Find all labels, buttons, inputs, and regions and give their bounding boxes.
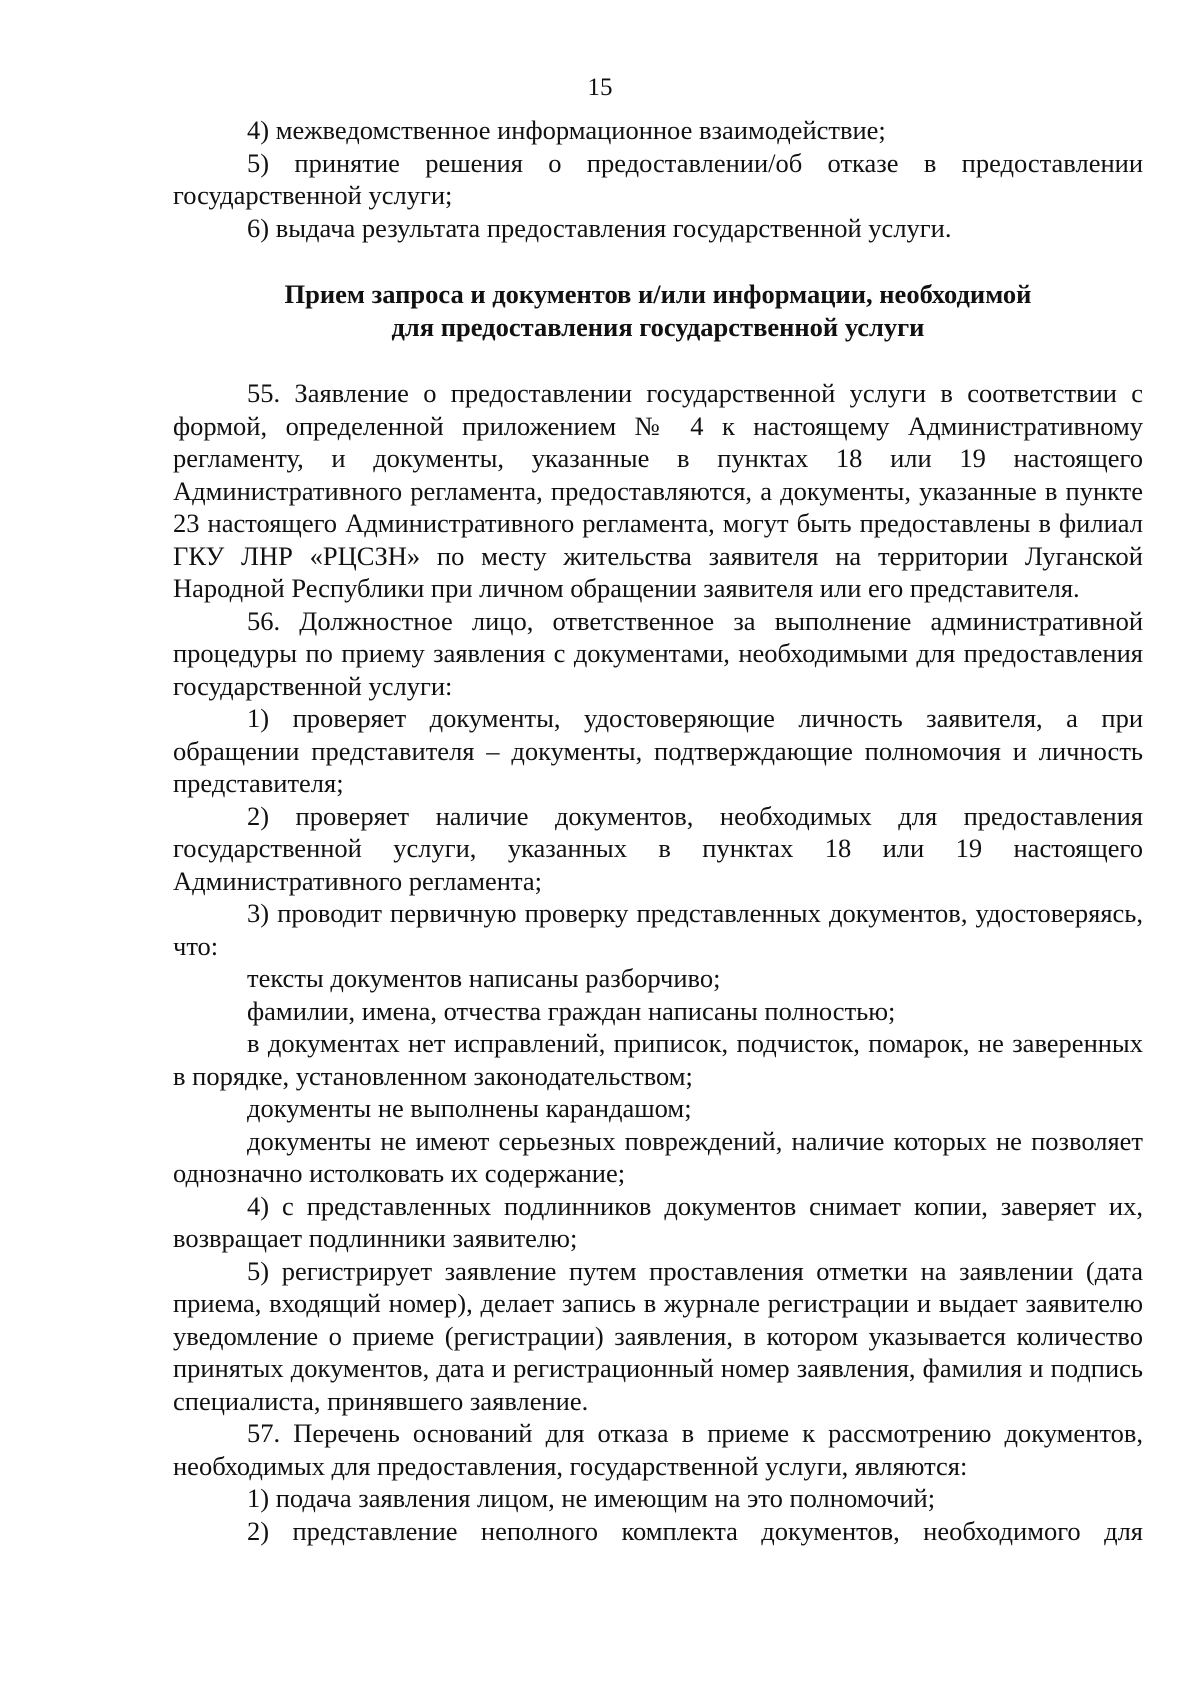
list-item-4: 4) межведомственное информационное взаимодействие;: [247, 115, 886, 145]
section-heading-line-1: Прием запроса и документов и/или информации, необходимой: [284, 279, 1032, 309]
paragraph-56-item-3: 3) проводит первичную проверку представленных документов, удостоверяясь, что:: [173, 898, 1143, 961]
paragraph-56-item-4: 4) с представленных подлинников документов снимает копии, заверяет их, возвращает подлинники заявителю;: [173, 1190, 1143, 1253]
section-heading-line-2: для предоставления государственной услуги: [391, 311, 925, 342]
check-item-names-full: фамилии, имена, отчества граждан написаны полностью;: [247, 995, 896, 1026]
check-item-legible: тексты документов написаны разборчиво;: [247, 963, 721, 993]
paragraph-56-item-2: 2) проверяет наличие документов, необходимых для предоставления государственной услуги, указанных в пунктах 18 или 19 настоящего Административного регламента;: [173, 800, 1143, 896]
paragraph-57-item-2: 2) представление неполного комплекта документов, необходимого для: [247, 1515, 1143, 1546]
list-item-6: 6) выдача результата предоставления государственной услуги.: [247, 212, 952, 243]
document-body: [173, 114, 1143, 1547]
check-item-no-corrections: в документах нет исправлений, приписок, подчисток, помарок, не заверенных в порядке, установленном законодательством;: [173, 1028, 1143, 1091]
paragraph-56-item-1: 1) проверяет документы, удостоверяющие личность заявителя, а при обращении представителя – документы, подтверждающие полномочия и личность представителя;: [173, 703, 1143, 798]
section-heading: [173, 278, 1143, 343]
page-number: 15: [587, 74, 613, 101]
check-item-no-damage: документы не имеют серьезных повреждений, наличие которых не позволяет однозначно истолковать их содержание;: [173, 1125, 1143, 1188]
paragraph-56: 56. Должностное лицо, ответственное за выполнение административной процедуры по приему заявления с документами, необходимыми для предоставления государственной услуги:: [173, 605, 1143, 701]
list-item-5: 5) принятие решения о предоставлении/об отказе в предоставлении государственной услуги;: [173, 147, 1143, 210]
paragraph-57-item-1: 1) подача заявления лицом, не имеющим на это полномочий;: [247, 1483, 936, 1513]
check-item-no-pencil: документы не выполнены карандашом;: [247, 1093, 692, 1123]
paragraph-56-item-5: 5) регистрирует заявление путем проставления отметки на заявлении (дата приема, входящий номер), делает запись в журнале регистрации и выдает заявителю уведомление о приеме (регистрации) заявления, в котором указывается количество принятых документов, дата и регистрационный номер заявления, фамилия и подпись специалиста, принявшего заявление.: [173, 1255, 1143, 1416]
paragraph-55: 55. Заявление о предоставлении государственной услуги в соответствии с формой, определенной приложением № 4 к настоящему Административному регламенту, и документы, указанные в пунктах 18 или 19 настоящего Административного регламента, предоставляются, а документы, указанные в пункте 23 настоящего Административного регламента, могут быть предоставлены в филиал ГКУ ЛНР «РЦСЗН» по месту жительства заявителя на территории Луганской Народной Республики при личном обращении заявителя или его представителя.: [173, 378, 1143, 603]
paragraph-57: 57. Перечень оснований для отказа в приеме к рассмотрению документов, необходимых для предоставления, государственной услуги, являются:: [173, 1418, 1143, 1481]
